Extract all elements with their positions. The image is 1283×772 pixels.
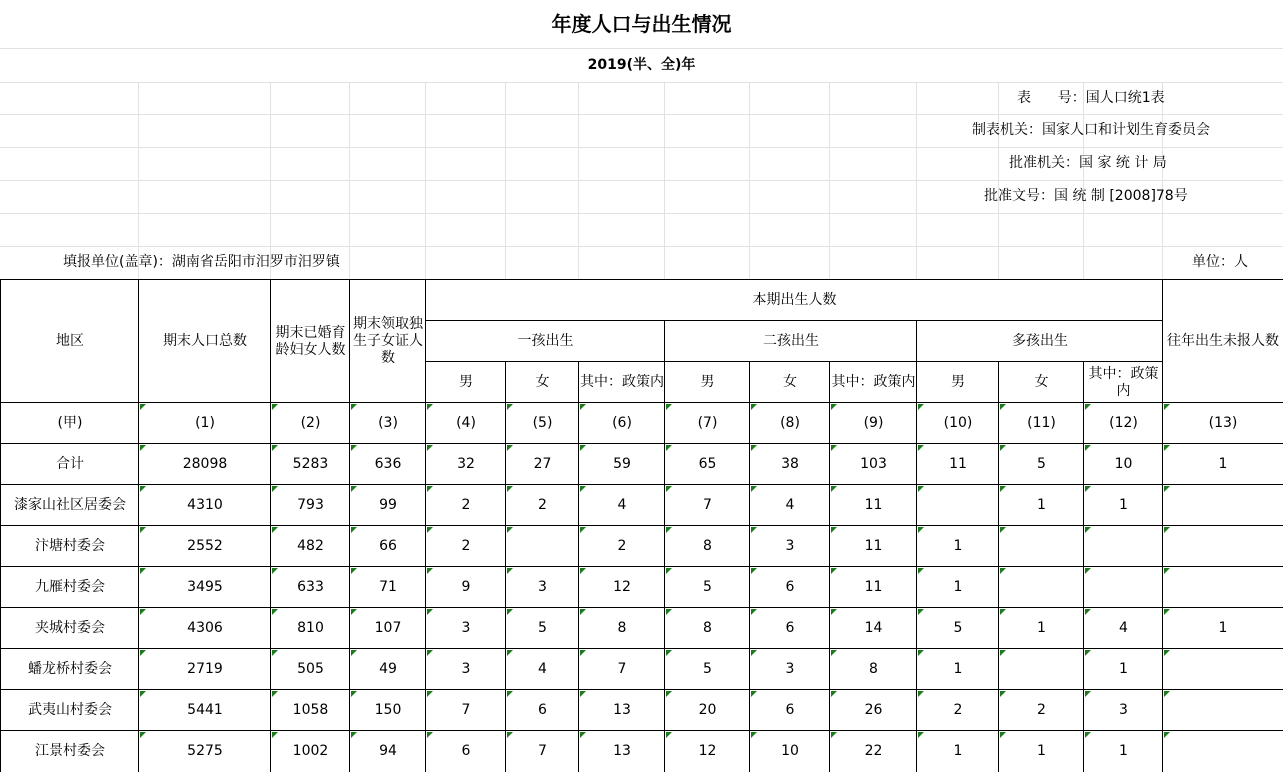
table-cell: 4 [749,484,830,526]
table-cell: 150 [349,689,426,731]
table-cell: 11 [916,443,999,485]
table-cell [916,484,999,526]
table-cell: 12 [578,566,665,608]
column-code: (13) [1162,402,1283,444]
row-region-label: 九雁村委会 [0,566,139,608]
table-cell: 6 [749,566,830,608]
table-cell: 94 [349,730,426,772]
table-cell: 9 [425,566,506,608]
table-cell [1162,689,1283,731]
column-code: (8) [749,402,830,444]
header-region: 地区 [0,279,139,403]
table-cell: 7 [505,730,579,772]
table-cell: 11 [829,484,917,526]
approving-agency: 批准机关：国 家 统 计 局 [1009,155,1167,171]
table-cell: 1058 [270,689,350,731]
table-cell: 71 [349,566,426,608]
table-cell [998,566,1084,608]
table-cell: 1 [998,730,1084,772]
table-cell: 4 [578,484,665,526]
table-cell: 10 [749,730,830,772]
table-cell: 49 [349,648,426,690]
table-cell: 8 [829,648,917,690]
table-cell: 1 [916,525,999,567]
table-cell: 2 [505,484,579,526]
table-cell: 2 [425,525,506,567]
table-cell [1162,484,1283,526]
table-cell: 107 [349,607,426,649]
table-cell: 4 [505,648,579,690]
table-cell: 5275 [138,730,271,772]
table-cell: 3 [1083,689,1163,731]
table-cell: 505 [270,648,350,690]
header-female: 女 [998,361,1084,403]
unit-label: 单位：人 [1192,254,1248,270]
table-cell: 6 [749,689,830,731]
table-cell: 13 [578,689,665,731]
table-cell: 13 [578,730,665,772]
header-female: 女 [749,361,830,403]
table-cell: 5 [664,566,750,608]
table-cell: 38 [749,443,830,485]
table-cell: 8 [578,607,665,649]
column-code: (2) [270,402,350,444]
table-cell: 1 [1162,607,1283,649]
column-code: (6) [578,402,665,444]
table-cell: 636 [349,443,426,485]
table-cell: 4310 [138,484,271,526]
table-cell: 5441 [138,689,271,731]
table-cell: 1 [1162,443,1283,485]
table-cell: 1 [916,730,999,772]
table-cell: 2719 [138,648,271,690]
header-policy: 其中：政策内 [829,361,917,403]
row-region-label: 武夷山村委会 [0,689,139,731]
table-cell: 32 [425,443,506,485]
row-region-label: 合计 [0,443,139,485]
table-cell: 11 [829,566,917,608]
column-code: (12) [1083,402,1163,444]
table-cell: 7 [664,484,750,526]
table-cell: 103 [829,443,917,485]
header-multiple-children: 多孩出生 [916,320,1163,362]
table-cell: 5283 [270,443,350,485]
header-male: 男 [916,361,999,403]
table-cell: 2 [916,689,999,731]
column-code: (1) [138,402,271,444]
table-cell: 3 [749,525,830,567]
table-cell: 7 [578,648,665,690]
table-cell: 6 [425,730,506,772]
column-code: (甲) [0,402,139,444]
header-married-women: 期末已婚育龄妇女人数 [270,279,350,403]
header-male: 男 [425,361,506,403]
table-cell: 2 [998,689,1084,731]
table-cell: 1 [916,648,999,690]
header-policy: 其中：政策内 [1083,361,1163,403]
header-policy: 其中：政策内 [578,361,665,403]
table-cell: 1 [998,484,1084,526]
table-cell: 1 [916,566,999,608]
row-region-label: 蟠龙桥村委会 [0,648,139,690]
table-cell: 8 [664,525,750,567]
report-title: 年度人口与出生情况 [551,11,732,36]
row-region-label: 江景村委会 [0,730,139,772]
table-cell [1162,566,1283,608]
table-cell: 65 [664,443,750,485]
column-code: (11) [998,402,1084,444]
table-cell: 10 [1083,443,1163,485]
table-cell [998,648,1084,690]
table-cell: 810 [270,607,350,649]
approval-document: 批准文号：国 统 制 [2008]78号 [984,188,1188,204]
table-cell: 4306 [138,607,271,649]
filler-unit: 填报单位(盖章)：湖南省岳阳市汨罗市汨罗镇 [63,254,340,270]
table-cell [505,525,579,567]
table-cell: 7 [425,689,506,731]
row-region-label: 漆家山社区居委会 [0,484,139,526]
table-cell: 5 [664,648,750,690]
table-cell: 8 [664,607,750,649]
table-cell: 3 [425,648,506,690]
table-cell: 1 [1083,484,1163,526]
table-cell: 11 [829,525,917,567]
column-code: (3) [349,402,426,444]
table-cell: 6 [749,607,830,649]
table-cell: 5 [998,443,1084,485]
header-second-child: 二孩出生 [664,320,917,362]
table-cell: 633 [270,566,350,608]
header-first-child: 一孩出生 [425,320,665,362]
table-cell [1162,730,1283,772]
table-cell: 14 [829,607,917,649]
table-cell [998,525,1084,567]
table-cell: 26 [829,689,917,731]
table-cell: 22 [829,730,917,772]
table-cell: 27 [505,443,579,485]
table-cell [1083,566,1163,608]
table-cell: 5 [916,607,999,649]
column-code: (5) [505,402,579,444]
table-cell: 1 [1083,730,1163,772]
header-unreported: 往年出生未报人数 [1162,279,1283,403]
table-cell: 6 [505,689,579,731]
column-code: (9) [829,402,917,444]
table-cell: 482 [270,525,350,567]
table-cell: 66 [349,525,426,567]
table-cell: 1 [998,607,1084,649]
table-cell: 20 [664,689,750,731]
table-cell [1162,648,1283,690]
row-region-label: 夹城村委会 [0,607,139,649]
table-cell: 793 [270,484,350,526]
table-cell: 4 [1083,607,1163,649]
row-region-label: 汴塘村委会 [0,525,139,567]
table-cell: 2552 [138,525,271,567]
table-cell: 5 [505,607,579,649]
table-cell: 3 [505,566,579,608]
table-cell: 28098 [138,443,271,485]
header-total-population: 期末人口总数 [138,279,271,403]
report-subtitle: 2019(半、全)年 [587,56,696,73]
table-cell: 3495 [138,566,271,608]
table-cell: 59 [578,443,665,485]
table-cell [1162,525,1283,567]
header-female: 女 [505,361,579,403]
column-code: (10) [916,402,999,444]
table-cell: 2 [578,525,665,567]
table-cell: 2 [425,484,506,526]
header-births: 本期出生人数 [425,279,1163,321]
table-cell: 3 [749,648,830,690]
table-cell: 1 [1083,648,1163,690]
issuing-agency: 制表机关：国家人口和计划生育委员会 [972,122,1210,138]
table-cell: 12 [664,730,750,772]
table-cell: 99 [349,484,426,526]
column-code: (7) [664,402,750,444]
table-cell [1083,525,1163,567]
table-cell: 3 [425,607,506,649]
form-number: 表 号：国人口统1表 [1017,89,1165,106]
header-male: 男 [664,361,750,403]
header-only-child: 期末领取独生子女证人数 [349,279,426,403]
column-code: (4) [425,402,506,444]
table-cell: 1002 [270,730,350,772]
